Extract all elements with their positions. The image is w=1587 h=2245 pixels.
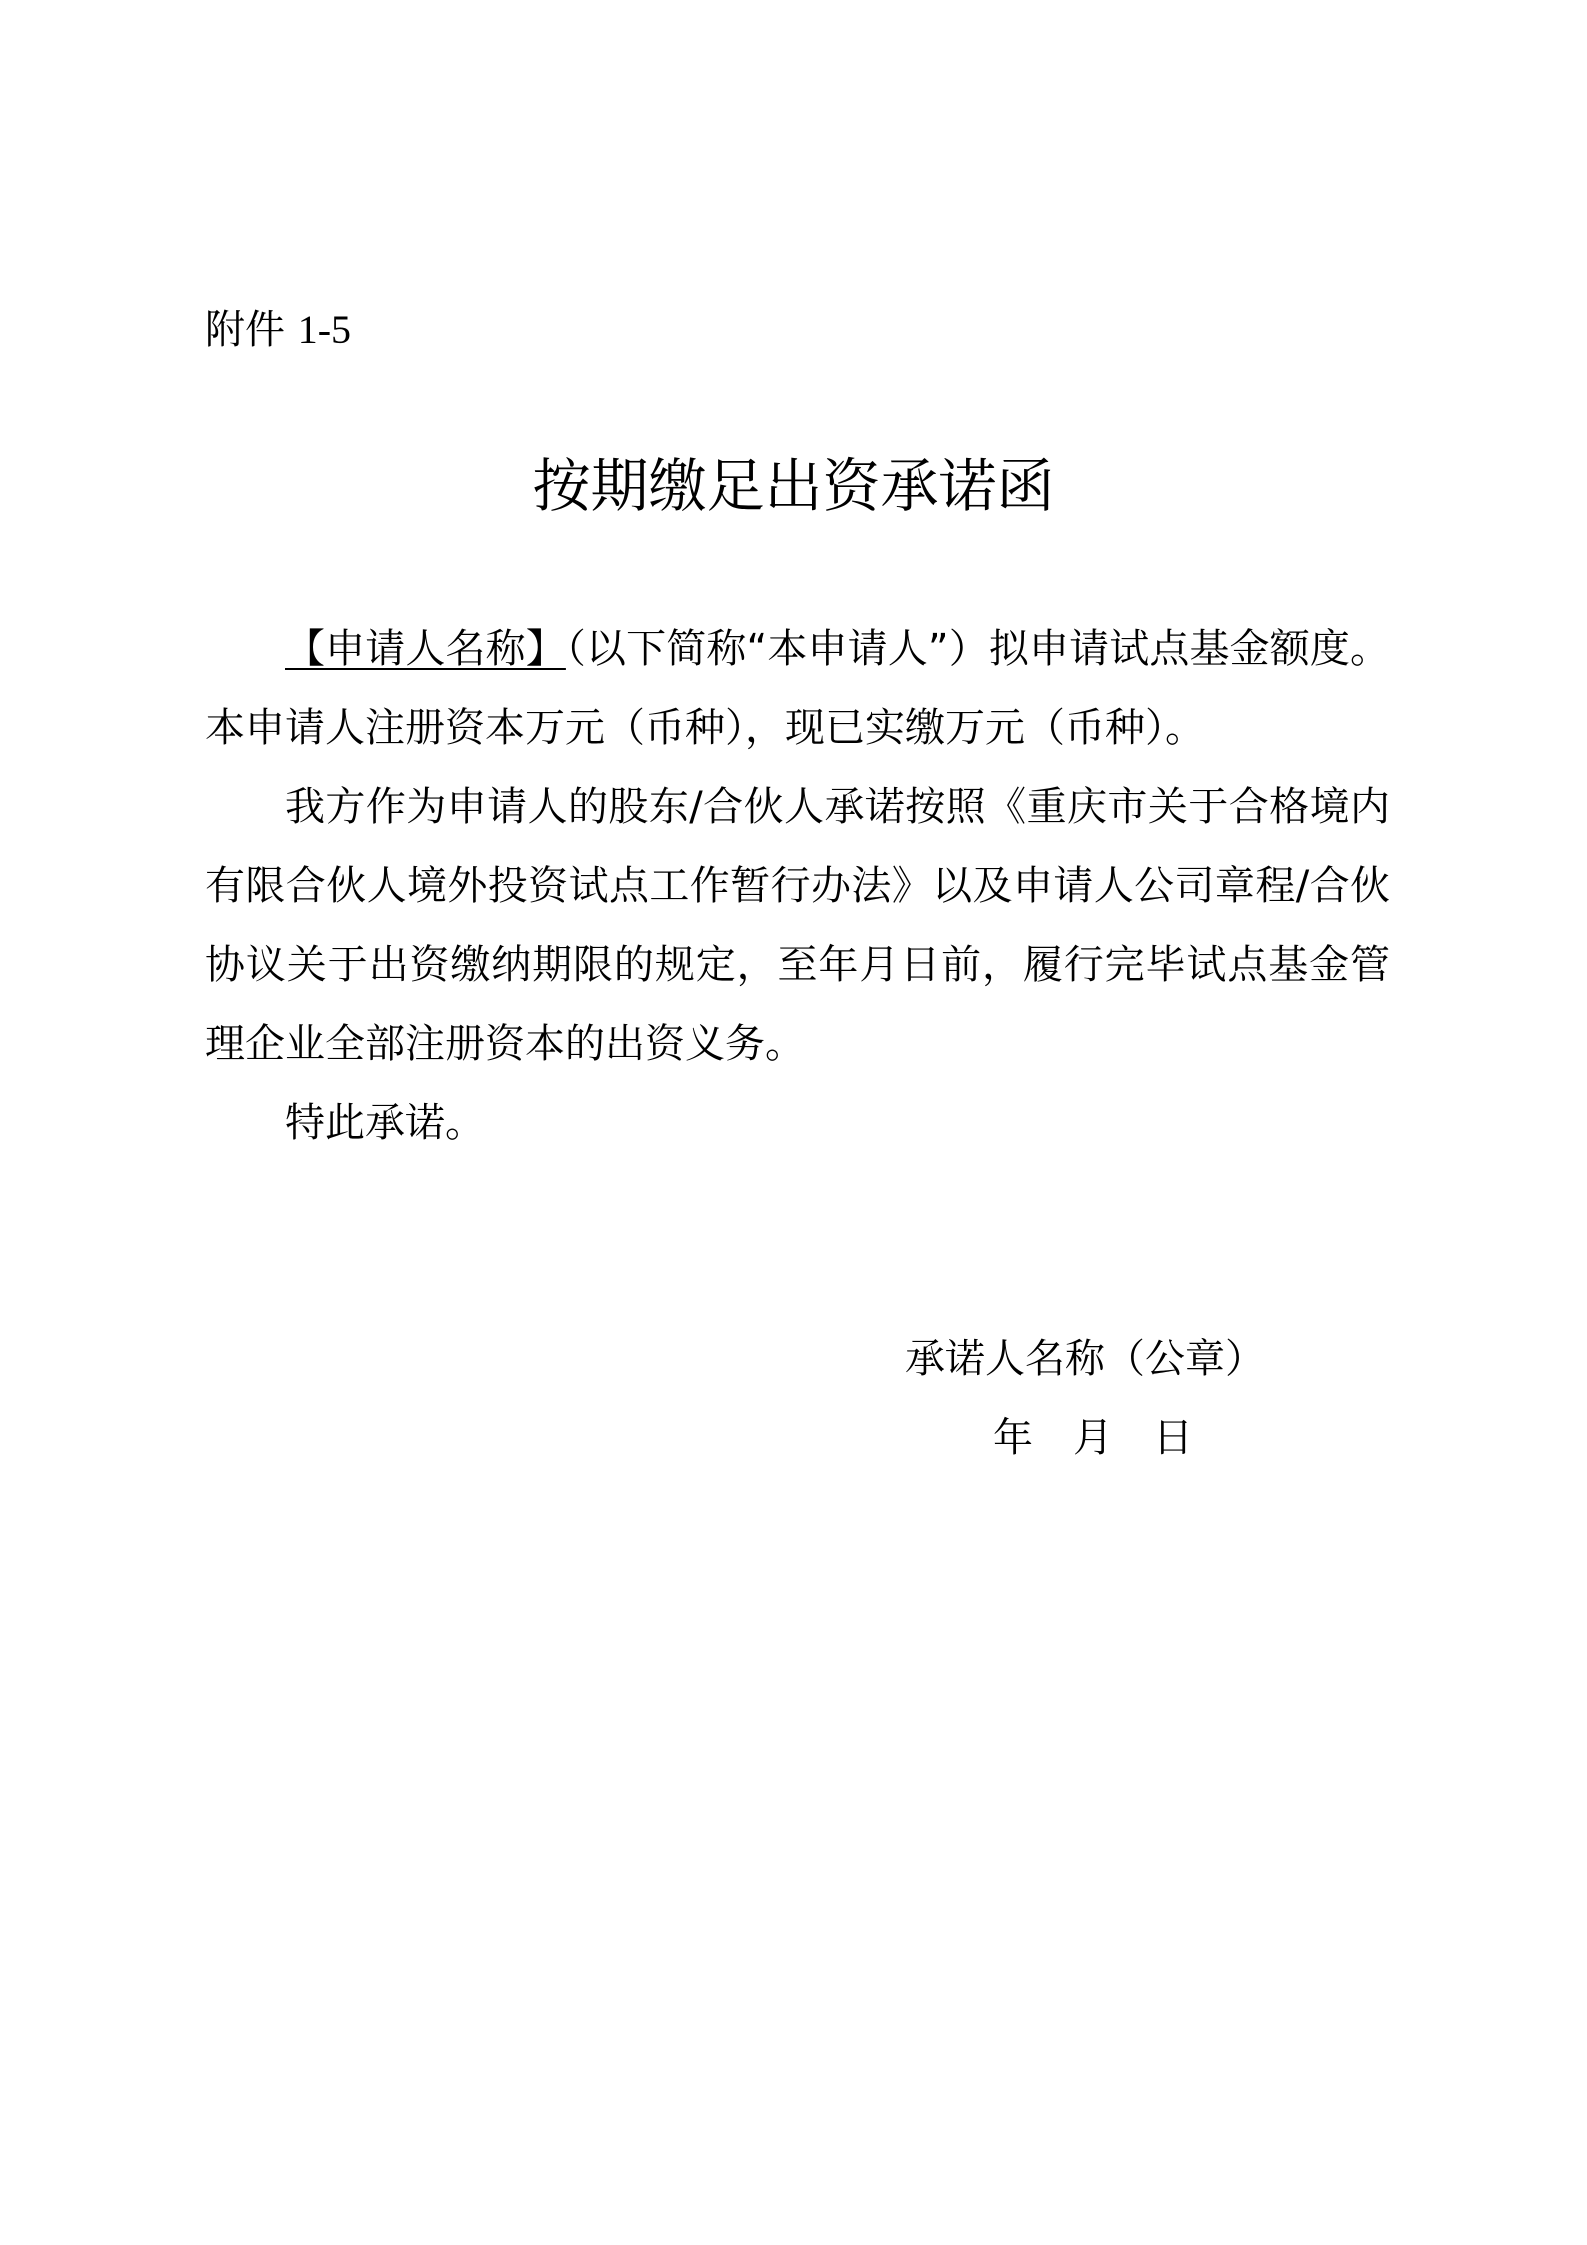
paragraph-application-text: （以下简称“本申请人”）拟申请试点基金额度。本申请人注册资本万元（币种），现已实缴万元（币种）。 <box>205 626 1390 751</box>
signature-date: 年 月 日 <box>993 1415 1193 1461</box>
document-body <box>205 610 1390 1163</box>
signatory-name: 承诺人名称（公章） <box>905 1336 1265 1382</box>
applicant-name-placeholder: 【申请人名称】 <box>285 626 566 672</box>
paragraph-commitment: 我方作为申请人的股东/合伙人承诺按照《重庆市关于合格境内有限合伙人境外投资试点工作暂行办法》以及申请人公司章程/合伙协议关于出资缴纳期限的规定，至年月日前，履行完毕试点基金管理企业全部注册资本的出资义务。 <box>205 784 1390 1067</box>
attachment-number: 1-5 <box>297 307 352 352</box>
document-title: 按期缴足出资承诺函 <box>532 452 1055 520</box>
attachment-label-text: 附件 <box>205 307 285 353</box>
attachment-label <box>205 302 351 358</box>
paragraph-application <box>205 610 1390 768</box>
paragraph-closing: 特此承诺。 <box>285 1100 485 1146</box>
